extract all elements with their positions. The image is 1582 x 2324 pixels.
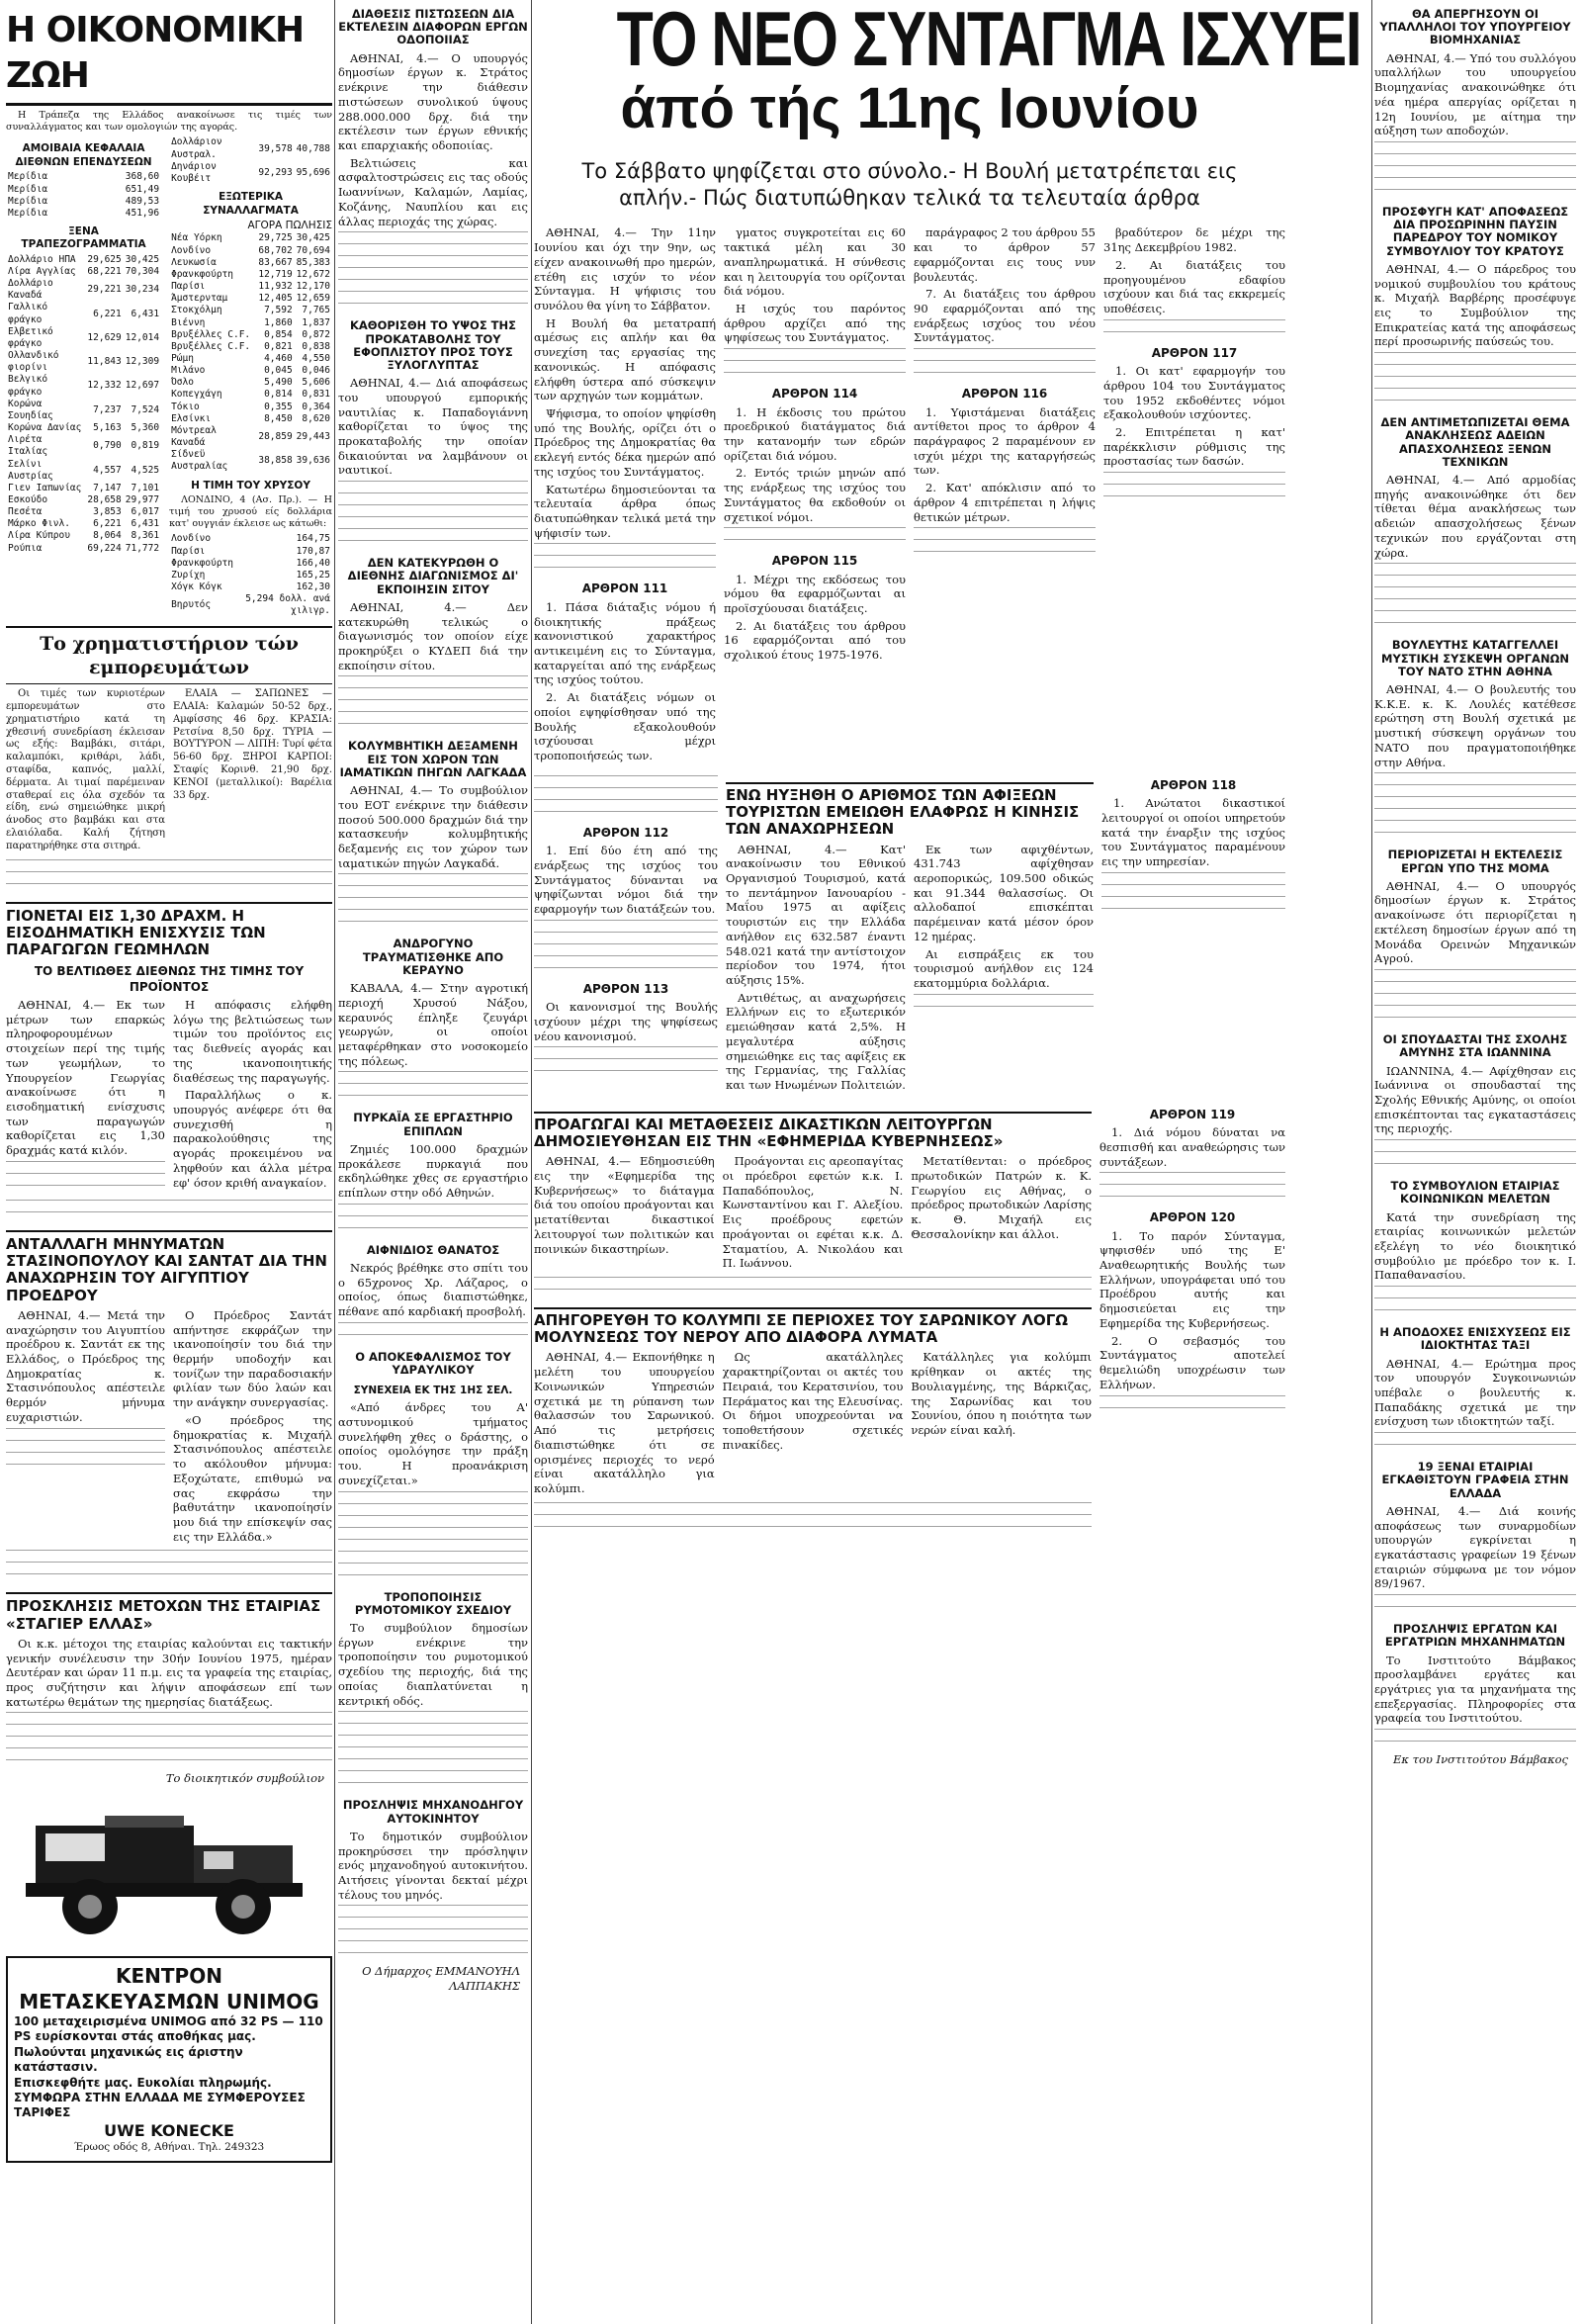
article-number: ΑΡΘΡΟΝ 119	[1149, 1107, 1236, 1121]
short-news-column	[338, 0, 528, 1994]
article-number: ΑΡΘΡΟΝ 112	[582, 825, 669, 840]
article-number: ΑΡΘΡΟΝ 118	[1150, 777, 1237, 792]
main-lead: Το Σάββατο ψηφίζεται στο σύνολο.- Η Βουλή μετατρέπεται εις απλήν.- Πώς διατυπώθηκαν τελικά τα τελευταία άρθρα	[581, 158, 1238, 211]
main-paragraph: 1. Οι κατ' εφαρμογήν του άρθρου 104 του Συντάγματος του 1952 εκδοθέντες νόμοι εξακολουθούν ισχύοντες.	[1103, 364, 1285, 422]
article-number: ΑΡΘΡΟΝ 111	[581, 581, 668, 596]
messages-headline: ΑΝΤΑΛΛΑΓΗ ΜΗΝΥΜΑΤΩΝ ΣΤΑΣΙΝΟΠΟΥΛΟΥ ΚΑΙ ΣΑΝΤΑΤ ΔΙΑ ΤΗΝ ΑΝΑΧΩΡΗΣΙΝ ΤΟΥ ΑΙΓΥΠΤΙΟΥ ΠΡΟΕΔΡΟΥ	[6, 1230, 332, 1304]
table-row: Τόκιο 0,355 0,364	[171, 401, 330, 412]
article-heading: ΤΟ ΣΥΜΒΟΥΛΙΟΝ ΕΤΑΙΡΙΑΣ ΚΟΙΝΩΝΙΚΩΝ ΜΕΛΕΤΩΝ	[1390, 1179, 1560, 1207]
main-paragraph: 2. Εντός τριών μηνών από της ενάρξεως της ισχύος του Συντάγματος θα εκδοθούν οι σχετικοί νόμοι.	[724, 466, 906, 524]
unimog-truck-image	[6, 1796, 322, 1944]
article-heading: ΟΙ ΣΠΟΥΔΑΣΤΑΙ ΤΗΣ ΣΧΟΛΗΣ ΑΜΥΝΗΣ ΣΤΑ ΙΩΑΝΝΙΝΑ	[1382, 1032, 1568, 1060]
table-row: Λίρα Κύπρου 8,064 8,361	[8, 530, 160, 542]
tourists-paragraph: ΑΘΗΝΑΙ, 4.— Κατ' ανακοίνωσιν του Εθνικού Οργανισμού Τουρισμού, κατά το πεντάμηνον Ιανουαρίου - Μαΐου 1975 αι αφίξεις τουριστών εις την Ελλάδα ανήλθον εις 632.587 έναντι 548.021 κατά την αντίστοιχον περίοδον του 1974, ήτοι αύξησις 15%.	[726, 842, 906, 987]
income-headline: ΓΙΟΝΕΤΑΙ ΕΙΣ 1,30 ΔΡΑΧΜ. Η ΕΙΣΟΔΗΜΑΤΙΚΗ ΕΝΙΣΧΥΣΙΣ ΤΩΝ ΠΑΡΑΓΩΓΩΝ ΓΕΩΜΗΛΩΝ	[6, 902, 332, 959]
advert-title: ΚΕΝΤΡΟΝ ΜΕΤΑΣΚΕΥΑΣΜΩΝ UNIMOG	[19, 1963, 319, 2013]
advert-line: Πωλούνται μηχανικώς εις άριστην κατάστασιν.	[14, 2044, 243, 2075]
article-number: ΑΡΘΡΟΝ 116	[961, 387, 1048, 402]
article-paragraph: ΑΘΗΝΑΙ, 4.— Υπό του συλλόγου υπαλλήλων του υπουργείου Βιομηχανίας ανακοινώθηκε ότι νέα ημέρα απεργίας ορίζεται η 12η Ιουνίου, με αίτημα την αύξηση των αποδοχών.	[1374, 50, 1576, 138]
table-row: Σελίνι Αυστρίας 4,557 4,525	[8, 458, 160, 482]
article-heading: ΚΟΛΥΜΒΗΤΙΚΗ ΔΕΞΑΜΕΝΗ ΕΙΣ ΤΟΝ ΧΩΡΟΝ ΤΩΝ ΙΑΜΑΤΙΚΩΝ ΠΗΓΩΝ ΛΑΓΚΑΔΑ	[339, 739, 527, 779]
table-row: Φρανκφούρτη 12,719 12,672	[171, 268, 330, 280]
article-heading: Η ΑΠΟΔΟΧΕΣ ΕΝΙΣΧΥΣΕΩΣ ΕΙΣ ΙΔΙΟΚΤΗΤΑΣ ΤΑΞΙ	[1379, 1325, 1571, 1353]
tourists-paragraph: Εκ των αφιχθέντων, 431.743 αφίχθησαν αεροπορικώς, 109.500 οδικώς και 91.344 θαλασσίως. Οι αλλοδαποί επισκέπται παρέμειναν κατά μέσον όρον 12 ημέρας.	[914, 842, 1094, 943]
main-paragraph: Κατωτέρω δημοσιεύονται τα τελευταία άρθρα όπως διατυπώθηκαν τελικά μετά την ψήφισίν των.	[534, 482, 716, 540]
article-signature: Ο Δήμαρχος ΕΜΜΑΝΟΥΗΛ ΛΑΠΠΑΚΗΣ	[362, 1964, 520, 1994]
article-heading: ΠΥΡΚΑΪΑ ΣΕ ΕΡΓΑΣΤΗΡΙΟ ΕΠΙΠΛΩΝ	[353, 1111, 513, 1138]
table-row: Ελβετικό φράγκο 12,629 12,014	[8, 325, 160, 349]
bank-notes-table	[6, 254, 161, 555]
commodities-heading: Το χρηματιστήριον τών εμπορευμάτων	[6, 626, 332, 685]
main-paragraph: 1. Η έκδοσις του πρώτου προεδρικού διατάγματος διά την κατανομήν των εδρών ορίζεται διά νόμου.	[724, 404, 906, 463]
table-row: Άμστερνταμ 12,405 12,659	[171, 293, 330, 305]
article-paragraph: ΑΘΗΝΑΙ, 4.— Ερώτημα προς τον υπουργόν Συγκοινωνιών υπέβαλε ο βουλευτής κ. Παπαδάκης σχετικά με την ενίσχυση των ιδιοκτητών ταξί.	[1374, 1356, 1576, 1429]
article-signature: Εκ του Ινστιτούτου Βάμβακος	[1393, 1752, 1568, 1767]
article-paragraph: ΙΩΑΝΝΙΝΑ, 4.— Αφίχθησαν εις Ιωάννινα οι σπουδασταί της Σχολής Εθνικής Αμύνης, οι οποίοι επισκέπτονται τας εγκαταστάσεις της περιοχής.	[1374, 1063, 1576, 1136]
shareholders-signature: Το διοικητικόν συμβούλιον	[165, 1771, 324, 1786]
table-row: Γαλλικό φράγκο 6,221 6,431	[8, 302, 160, 325]
article-number: ΑΡΘΡΟΝ 115	[771, 554, 858, 569]
fx-subheading: ΑΓΟΡΑ ΠΩΛΗΣΙΣ	[247, 219, 332, 231]
article-heading: Ο ΑΠΟΚΕΦΑΛΙΣΜΟΣ ΤΟΥ ΥΔΡΑΥΛΙΚΟΥ	[355, 1349, 511, 1377]
article-paragraph: Νεκρός βρέθηκε στο σπίτι του ο 65χρονος Χρ. Λάζαρος, ο οποίος, όπως διαπιστώθηκε, πέθανε από καρδιακή προσβολή.	[338, 1260, 528, 1319]
table-row: Ρώμη 4,460 4,550	[171, 352, 330, 364]
main-paragraph: 1. Υφιστάμεναι διατάξεις αντίθετοι προς το άρθρον 4 παράγραφος 2 παραμένουν εν ισχύι μέχρι της καταργήσεώς των.	[914, 404, 1096, 478]
main-paragraph: γματος συγκροτείται εις 60 τακτικά μέλη και 30 αναπληρωματικά. Η σύνθεσις και η λειτουργία του ορίζονται διά νόμου.	[724, 225, 906, 299]
article-heading: ΑΝΔΡΟΓΥΝΟ ΤΡΑΥΜΑΤΙΣΘΗΚΕ ΑΠΟ ΚΕΡΑΥΝΟ	[362, 937, 504, 977]
main-paragraph: 2. Ο σεβασμός του Συντάγματος αποτελεί θεμελιώδη υποχρέωσιν των Ελλήνων.	[1099, 1333, 1285, 1391]
article-heading: 19 ΞΕΝΑΙ ΕΤΑΙΡΙΑΙ ΕΓΚΑΘΙΣΤΟΥΝ ΓΡΑΦΕΙΑ ΣΤΗΝ ΕΛΛΑΔΑ	[1381, 1460, 1569, 1500]
main-paragraph: 1. Το παρόν Σύνταγμα, ψηφισθέν υπό της Ε' Αναθεωρητικής Βουλής των Ελλήνων, υπογράφεται υπό του Προέδρου αυτής και δημοσιεύεται εις την Εφημερίδα της Κυβερνήσεως.	[1099, 1228, 1285, 1330]
shareholders-paragraph: Οι κ.κ. μέτοχοι της εταιρίας καλούνται εις τακτικήν γενικήν συνέλευσιν την 30ήν Ιουνίου 1975, ημέραν Δευτέραν και ώραν 11 π.μ. εις τα γραφεία της εταιρίας, προς συζήτησιν και λήψιν αποφάσεων επί των κατωτέρω θεμάτων της ημερησίας διατάξεως.	[6, 1636, 332, 1709]
article-paragraph: Κατά την συνεδρίαση της εταιρίας κοινωνικών μελετών εξελέγη το νέο διοικητικό συμβούλιο με πρόεδρο τον κ. Ι. Παπαθανασίου.	[1374, 1209, 1576, 1283]
tourists-headline: ΕΝΩ ΗΥΞΗΘΗ Ο ΑΡΙΘΜΟΣ ΤΩΝ ΑΦΙΞΕΩΝ ΤΟΥΡΙΣΤΩΝ ΕΜΕΙΩΘΗ ΕΛΑΦΡΩΣ Η ΚΙΝΗΣΙΣ ΤΩΝ ΑΝΑΧΩΡΗΣΕΩΝ	[726, 782, 1094, 839]
article-paragraph: Το συμβούλιον δημοσίων έργων ενέκρινε την τροποποίησιν του ρυμοτομικού σχεδίου της περιοχής, διά της οποίας διαπλατύνεται η κεντρική οδός.	[338, 1621, 528, 1708]
messages-paragraph: «Ο πρόεδρος της δημοκρατίας κ. Μιχαήλ Στασινόπουλος απέστειλε το ακόλουθον μήνυμα: Εξοχώτατε, επιθυμώ να σας εκφράσω την βαθυτάτην ικανοποίησίν μου διά την επίσκεψίν σας εις την Ελλάδα.»	[173, 1412, 332, 1544]
messages-paragraph: Ο Πρόεδρος Σαντάτ απήντησε εκφράζων την ικανοποίησίν του διά την θερμήν υποδοχήν και τονίζων την παραδοσιακήν φιλίαν των δύο λαών και την ανάγκην συνεργασίας.	[173, 1307, 332, 1410]
gold-text: ΛΟΝΔΙΝΟ, 4 (Ασ. Πρ.). — Η τιμή του χρυσού είς δολλάρια κατ' ουγγιάν έκλεισε ως κάτωθι:	[169, 493, 332, 530]
article-heading: ΚΑΘΟΡΙΣΘΗ ΤΟ ΥΨΟΣ ΤΗΣ ΠΡΟΚΑΤΑΒΟΛΗΣ ΤΟΥ ΕΦΟΠΛΙΣΤΟΥ ΠΡΟΣ ΤΟΥΣ ΞΥΛΟΓΛΥΠΤΑΣ	[349, 318, 516, 372]
article-number: ΑΡΘΡΟΝ 113	[582, 981, 669, 996]
main-paragraph: παράγραφος 2 του άρθρου 55 και το άρθρον 57 εφαρμόζονται εις τους νυν βουλευτάς.	[914, 225, 1096, 284]
advert-line: Επισκεφθήτε μας. Ευκολίαι πληρωμής.	[14, 2075, 272, 2090]
main-paragraph: βραδύτερον δε μέχρι της 31ης Δεκεμβρίου 1982.	[1103, 225, 1285, 255]
finance-column	[6, 0, 332, 2163]
table-row: Μερίδια 489,53	[8, 195, 160, 207]
table-row: Λονδίνο 68,702 70,694	[171, 244, 330, 256]
article-subheading: ΣΥΝΕΧΕΙΑ ΕΚ ΤΗΣ 1ΗΣ ΣΕΛ.	[353, 1385, 513, 1397]
main-paragraph: 2. Κατ' απόκλισιν από το άρθρον 4 επιτρέπεται η λήψις θετικών μέτρων.	[914, 481, 1096, 524]
finance-intro: Η Τράπεζα της Ελλάδος ανακοίνωσε τις τιμές των συναλλάγματος και των ομολογιών της αγοράς.	[6, 110, 332, 134]
article-paragraph: ΑΘΗΝΑΙ, 4.— Διά αποφάσεως του υπουργού εμπορικής ναυτιλίας κ. Παπαδογιάννη καθορίζεται το ύψος της προκαταβολής την οποίαν δικαιούνται να λαμβάνουν οι ναυτικοί.	[338, 376, 528, 478]
main-paragraph: 1. Επί δύο έτη από της ενάρξεως της ισχύος του Συντάγματος δύνανται να ψηφίζωνται νόμοι διά την εφαρμογήν των διατάξεών του.	[534, 844, 718, 916]
table-row: Μερίδια 451,96	[8, 207, 160, 219]
table-row: Δολλάριον Αυστραλ. 39,578 40,788	[171, 136, 330, 160]
main-paragraph: Η ισχύς του παρόντος άρθρου αρχίζει από της ψηφίσεως του Συντάγματος.	[724, 301, 906, 345]
table-row: Παρίσι 11,932 12,170	[171, 281, 330, 293]
article-paragraph: Βελτιώσεις και ασφαλτοστρώσεις εις τας οδούς Ιωαννίνων, Καλαμών, Λαμίας, Κοζάνης, Ναυπλίου και εις άλλας περιοχάς της χώρας.	[338, 155, 528, 228]
table-row: Ζυρίχη 165,25	[171, 569, 330, 581]
table-row: Λίρα Αγγλίας 68,221 70,304	[8, 266, 160, 277]
main-paragraph: 1. Διά νόμου δύναται να θεσπισθή και αναθεώρησις των συντάξεων.	[1099, 1125, 1285, 1169]
income-subheadline: ΤΟ ΒΕΛΤΙΩΘΕΣ ΔΙΕΘΝΩΣ ΤΗΣ ΤΙΜΗΣ ΤΟΥ ΠΡΟΪΟΝΤΟΣ	[34, 964, 305, 994]
table-row: Βιέννη 1,860 1,837	[171, 316, 330, 328]
article-heading: ΔΕΝ ΑΝΤΙΜΕΤΩΠΙΖΕΤΑΙ ΘΕΜΑ ΑΝΑΚΛΗΣΕΩΣ ΑΔΕΙΩΝ ΑΠΑΣΧΟΛΗΣΕΩΣ ΞΕΝΩΝ ΤΕΧΝΙΚΩΝ	[1380, 415, 1570, 469]
main-subheadline: άπό τής 11ης Ιουνίου	[620, 76, 1199, 140]
table-row: Λιρέτα Ιταλίας 0,790 0,819	[8, 434, 160, 458]
table-row: Χόγκ Κόγκ 162,30	[171, 581, 330, 593]
advert-company: UWE KONECKE	[104, 2120, 234, 2140]
amoib-table	[6, 171, 161, 220]
main-paragraph: 2. Αι διατάξεις νόμων οι οποίοι εψηφίσθησαν υπό της Βουλής εξακολουθούν ισχύουσαι μέχρι τροποποιήσεώς των.	[534, 690, 716, 763]
table-row: Ολλανδικό φιορίνι 11,843 12,309	[8, 350, 160, 374]
table-row: Λονδίνο 164,75	[171, 533, 330, 545]
table-row: Γιεν Ιαπωνίας 7,147 7,101	[8, 482, 160, 493]
table-row: Βηρυτός 5,294 δολλ. ανά χιλιγρ.	[171, 593, 330, 617]
article-paragraph: Το Ινστιτούτο Βάμβακος προσλαμβάνει εργάτες και εργάτριες για τα μηχανήματα της επεξεργασίας. Πληροφορίες στα γραφεία του Ινστιτούτου.	[1374, 1653, 1576, 1726]
main-paragraph: 1. Ανώτατοι δικαστικοί λειτουργοί οι οποίοι υπηρετούν κατά την έναρξιν της ισχύος του Συντάγματος παραμένουν εις την υπηρεσίαν.	[1101, 796, 1285, 868]
tourists-paragraph: Αι εισπράξεις εκ του τουρισμού ανήλθον εις 124 εκατομμύρια δολλάρια.	[914, 946, 1094, 990]
table-row: Μόντρεαλ Καναδά 28,859 29,443	[171, 424, 330, 449]
main-paragraph: 1. Πάσα διάταξις νόμου ή διοικητικής πράξεως κανονιστικού χαρακτήρος αντικειμένη εις το Σύνταγμα, καταργείται από της ενάρξεως της ισχύος τούτου.	[534, 599, 716, 687]
advert-address: Έρωος οδός 8, Αθήναι. Τηλ. 249323	[73, 2141, 265, 2154]
judicial-paragraph: Προάγονται εις αρεοπαγίτας οι πρόεδροι εφετών κ.κ. Ι. Παπαδόπουλος, Ν. Κωνσταντίνου και Γ. Αλεξίου. Εις προέδρους εφετών προάγονται οι εφέται κ.κ. Δ. Σταματίου, Α. Νικολάου και Π. Ιωάννου.	[722, 1154, 904, 1271]
table-row: Ελσίνκι 8,450 8,620	[171, 412, 330, 424]
article-heading: ΔΕΝ ΚΑΤΕΚΥΡΩΘΗ Ο ΔΙΕΘΝΗΣ ΔΙΑΓΩΝΙΣΜΟΣ ΔΙ' ΕΚΠΟΙΗΣΙΝ ΣΙΤΟΥ	[347, 556, 519, 596]
bank-heading: ΞΕΝΑ ΤΡΑΠΕΖΟΓΡΑΜΜΑΤΙΑ	[21, 224, 146, 251]
judicial-headline: ΠΡΟΑΓΩΓΑΙ ΚΑΙ ΜΕΤΑΘΕΣΕΙΣ ΔΙΚΑΣΤΙΚΩΝ ΛΕΙΤΟΥΡΓΩΝ ΔΗΜΟΣΙΕΥΘΗΣΑΝ ΕΙΣ ΤΗΝ «ΕΦΗΜΕΡΙΔΑ ΚΥΒΕΡΝΗΣΕΩΣ»	[534, 1112, 1092, 1151]
article-paragraph: «Από άνδρες του Α' αστυνομικού τμήματος συνελήφθη χθες ο δράστης, ο οποίος ομολόγησε την πράξη του. Η προανάκριση συνεχίζεται.»	[338, 1400, 528, 1487]
main-paragraph: 2. Επιτρέπεται η κατ' παρέκκλισιν ρύθμισις της προστασίας των δασών.	[1103, 424, 1285, 469]
table-row: Στοκχόλμη 7,592 7,765	[171, 305, 330, 316]
table-row: Κοπεγχάγη 0,814 0,831	[171, 389, 330, 401]
gold-table	[169, 533, 332, 617]
advert-line: 100 μεταχειρισμένα UNIMOG από 32 PS — 110 PS ευρίσκονται στάς αποθήκας μας.	[14, 2014, 323, 2044]
article-paragraph: ΚΑΒΑΛΑ, 4.— Στην αγροτική περιοχή Χρυσού Νάξου, κεραυνός έπληξε ζευγάρι γεωργών, οι οποίοι μεταφέρθηκαν στο νοσοκομείο της πόλεως.	[338, 981, 528, 1068]
table-row: Όσλο 5,490 5,606	[171, 377, 330, 389]
article-heading: ΠΡΟΣΛΗΨΙΣ ΜΗΧΑΝΟΔΗΓΟΥ ΑΥΤΟΚΙΝΗΤΟΥ	[342, 1798, 524, 1826]
amoib-heading: ΑΜΟΙΒΑΙΑ ΚΕΦΑΛΑΙΑ ΔΙΕΘΝΩΝ ΕΠΕΝΔΥΣΕΩΝ	[15, 142, 152, 168]
judicial-paragraph: ΑΘΗΝΑΙ, 4.— Εδημοσιεύθη εις την «Εφημερίδα της Κυβερνήσεως» το διάταγμα διά του οποίου προάγονται και μετατίθενται δικαστικοί λειτουργοί των πολιτικών και ποινικών δικαστηρίων.	[534, 1154, 715, 1256]
article-paragraph: ΑΘΗΝΑΙ, 4.— Ο υπουργός δημοσίων έργων κ. Στράτος ενέκρινε την διάθεσιν πιστώσεων συνολικού ύψους 288.000.000 δρχ. διά την εκτέλεσιν των έργων εθνικής και επαρχιακής οδοποιίας.	[338, 50, 528, 152]
main-paragraph: 7. Αι διατάξεις του άρθρου 90 εφαρμόζονται από της ενάρξεως ισχύος του νέου Συντάγματος.	[914, 287, 1096, 345]
table-row: Βελγικό φράγκο 12,332 12,697	[8, 374, 160, 398]
table-row: Λευκωσία 83,667 85,383	[171, 256, 330, 268]
messages-paragraph: ΑΘΗΝΑΙ, 4.— Μετά την αναχώρησιν του Αιγυπτίου προέδρου κ. Σαντάτ εκ της Ελλάδος, ο Πρόεδρος της Δημοκρατίας κ. Στασινόπουλος απέστειλε θερμόν μήνυμα ευχαριστιών.	[6, 1307, 165, 1424]
article-number: ΑΡΘΡΟΝ 120	[1149, 1210, 1236, 1225]
table-row: Σίδνεϋ Αυστραλίας 38,858 39,636	[171, 449, 330, 473]
article-heading: ΠΡΟΣΛΗΨΙΣ ΕΡΓΑΤΩΝ ΚΑΙ ΕΡΓΑΤΡΙΩΝ ΜΗΧΑΝΗΜΑΤΩΝ	[1384, 1622, 1566, 1650]
main-headline: ΤΟ ΝΕΟ ΣΥΝΤΑΓΜΑ ΙΣΧΥΕΙ	[616, 0, 1362, 82]
doll-table	[169, 136, 332, 185]
main-paragraph: ΑΘΗΝΑΙ, 4.— Την 11ην Ιουνίου και όχι την 9ην, ως είχεν ανακοινωθή προ ημερών, ετέθη εις ισχύν το νέον Σύνταγμα. Η ψήφισις του συνόλου θα γίνη το Σάββατον.	[534, 225, 716, 313]
main-paragraph: 1. Μέχρι της εκδόσεως του νόμου θα εφαρμόζωνται αι προϊσχύουσαι διατάξεις.	[724, 572, 906, 616]
right-news-column	[1374, 0, 1576, 1767]
article-number: ΑΡΘΡΟΝ 117	[1151, 345, 1238, 360]
swimming-headline: ΑΠΗΓΟΡΕΥΘΗ ΤΟ ΚΟΛΥΜΠΙ ΣΕ ΠΕΡΙΟΧΕΣ ΤΟΥ ΣΑΡΩΝΙΚΟΥ ΛΟΓΩ ΜΟΛΥΝΣΕΩΣ ΤΟΥ ΝΕΡΟΥ ΑΠΟ ΔΙΑΦΟΡΑ ΛΥΜΑΤΑ	[534, 1307, 1092, 1347]
table-row: Μιλάνο 0,045 0,046	[171, 365, 330, 377]
article-heading: ΤΡΟΠΟΠΟΙΗΣΙΣ ΡΥΜΟΤΟΜΙΚΟΥ ΣΧΕΔΙΟΥ	[354, 1589, 512, 1617]
fx-heading: ΕΞΩΤΕΡΙΚΑ ΣΥΝΑΛΛΑΓΜΑΤΑ	[203, 191, 299, 217]
main-paragraph: 2. Αι διατάξεις του άρθρου 16 εφαρμόζονται από του σχολικού έτους 1975-1976.	[724, 618, 906, 663]
article-heading: ΒΟΥΛΕΥΤΗΣ ΚΑΤΑΓΓΕΛΛΕΙ ΜΥΣΤΙΚΗ ΣΥΣΚΕΨΗ ΟΡΓΑΝΩΝ ΤΟΥ ΝΑΤΟ ΣΤΗΝ ΑΘΗΝΑ	[1381, 638, 1569, 678]
table-row: Κορώνα Δανίας 5,163 5,360	[8, 422, 160, 434]
main-paragraph: Η Βουλή θα μετατραπή αμέσως εις απλήν και θα συνεχίση τας εργασίας της κανονικώς. Η απόφασις ελήφθη ύστερα από σύσκεψιν των αρχηγών των κομμάτων.	[534, 315, 716, 403]
table-row: Πεσέτα 3,853 6,017	[8, 506, 160, 518]
article-paragraph: ΑΘΗΝΑΙ, 4.— Ο υπουργός δημοσίων έργων κ. Στράτος ανακοίνωσε ότι περιορίζεται η εκτέλεση δημοσίων έργων από τη Μονάδα Ορεινών Μηχανικών Αγρού.	[1374, 878, 1576, 966]
commodities-text-2: ΕΛΑΙΑ — ΣΑΠΩΝΕΣ — ΕΛΑΙΑ: Καλαμών 50-52 δρχ., Αμφίσσης 46 δρχ. ΚΡΑΣΙΑ: Ρετσίνα 8,50 δρχ. ΤΥΡΙΑ — ΒΟΥΤΥΡΟΝ — ΛΙΠΗ: Τυρί φέτα 56-60 δρχ. ΞΗΡΟΙ ΚΑΡΠΟΙ: Σταφίς Κορινθ. 21,90 δρχ. ΚΕΝΟΙ (μεταλλικοί): Βαρέλια 33 δρχ.	[173, 688, 332, 801]
article-heading: ΔΙΑΘΕΣΙΣ ΠΙΣΤΩΣΕΩΝ ΔΙΑ ΕΚΤΕΛΕΣΙΝ ΔΙΑΦΟΡΩΝ ΕΡΓΩΝ ΟΔΟΠΟΙΙΑΣ	[338, 7, 528, 47]
income-paragraph: Παραλλήλως ο κ. υπουργός ανέφερε ότι θα συνεχισθή η παρακολούθησις της αγοράς προκειμένου να ληφθούν και άλλα μέτρα εφ' όσον κριθή αναγκαίον.	[173, 1088, 332, 1190]
table-row: Νέα Υόρκη 29,725 30,425	[171, 232, 330, 244]
main-paragraph: Ψήφισμα, το οποίον ψηφίσθη υπό της Βουλής, ορίζει ότι ο Πρόεδρος της Δημοκρατίας θα εκλεγή εντός δέκα ημερών από της ισχύος του Συντάγματος.	[534, 406, 716, 479]
table-row: Μερίδια 368,60	[8, 171, 160, 183]
article-paragraph: ΑΘΗΝΑΙ, 4.— Διά κοινής αποφάσεως των συναρμοδίων υπουργών εγκρίνεται η εγκατάστασις γραφείων 19 ξένων εταιριών σύμφωνα με τον νόμον 89/1967.	[1374, 1503, 1576, 1591]
article-paragraph: Ζημιές 100.000 δραχμών προκάλεσε πυρκαγιά που εκδηλώθηκε χθες σε εργαστήριο επίπλων στην οδό Αθηνών.	[338, 1141, 528, 1200]
main-paragraph: 2. Αι διατάξεις του προηγουμένου εδαφίου ισχύουν και διά τας εκκρεμείς υποθέσεις.	[1103, 257, 1285, 315]
table-row: Παρίσι 170,87	[171, 545, 330, 557]
article-heading: ΘΑ ΑΠΕΡΓΗΣΟΥΝ ΟΙ ΥΠΑΛΛΗΛΟΙ ΤΟΥ ΥΠΟΥΡΓΕΙΟΥ ΒΙΟΜΗΧΑΝΙΑΣ	[1379, 7, 1571, 47]
fx-table	[169, 232, 332, 473]
article-paragraph: ΑΘΗΝΑΙ, 4.— Από αρμοδίας πηγής ανακοινώθηκε ότι δεν τίθεται θέμα ανακλήσεως των αδειών απασχολήσεως ξένων τεχνικών που εργάζονται στη χώρα.	[1374, 473, 1576, 560]
table-row: Μάρκο Φινλ. 6,221 6,431	[8, 518, 160, 530]
article-number: ΑΡΘΡΟΝ 114	[771, 387, 858, 402]
article-heading: ΠΡΟΣΦΥΓΗ ΚΑΤ' ΑΠΟΦΑΣΕΩΣ ΔΙΑ ΠΡΟΣΩΡΙΝΗΝ ΠΑΥΣΙΝ ΠΑΡΕΔΡΟΥ ΤΟΥ ΝΟΜΙΚΟΥ ΣΥΜΒΟΥΛΙΟΥ ΤΟΥ ΚΡΑΤΟΥΣ	[1381, 204, 1569, 258]
judicial-paragraph: Μετατίθενται: ο πρόεδρος πρωτοδικών Πατρών κ. Κ. Γεωργίου εις Αθήνας, ο πρόεδρος πρωτοδικών Λαρίσης κ. Θ. Μιχαήλ εις Θεσσαλονίκην και άλλοι.	[911, 1154, 1093, 1241]
table-row: Βρυξέλλες C.F. 0,854 0,872	[171, 328, 330, 340]
swimming-paragraph: Ως ακατάλληλες χαρακτηρίζονται οι ακτές του Πειραιά, του Κερατσινίου, του Περάματος και της Ελευσίνας. Οι δήμοι υποχρεούνται να τοποθετήσουν σχετικές πινακίδες.	[722, 1350, 904, 1452]
main-story	[534, 0, 1362, 1538]
table-row: Φρανκφούρτη 166,40	[171, 557, 330, 569]
article-heading: ΑΙΦΝΙΔΙΟΣ ΘΑΝΑΤΟΣ	[366, 1242, 500, 1257]
income-paragraph: ΑΘΗΝΑΙ, 4.— Εκ των μέτρων των επαρκώς πληροφορουμένων στοιχείων περί της τιμής των γεωμήλων, το Υπουργείον Γεωργίας ανακοίνωσε ότι η εισοδηματική ενίσχυσις των παραγωγών καθορίζεται εις 1,30 δραχμάς κατά κιλόν.	[6, 997, 165, 1158]
table-row: Μερίδια 651,49	[8, 183, 160, 195]
table-row: Εσκούδο 28,658 29,977	[8, 493, 160, 505]
table-row: Δολλάριο ΗΠΑ 29,625 30,425	[8, 253, 160, 265]
advert-line: ΣΥΜΦΩΡΑ ΣΤΗΝ ΕΛΛΑΔΑ ΜΕ ΣΥΜΦΕΡΟΥΣΕΣ ΤΑΡΙΦΕΣ	[14, 2090, 306, 2120]
table-row: Δολλάριο Καναδά 29,221 30,234	[8, 278, 160, 302]
masthead-title: Η ΟΙΚΟΝΟΜΙΚΗ ΖΩΗ	[6, 0, 332, 106]
commodities-text: Οι τιμές των κυριοτέρων εμπορευμάτων στο χρηματιστήριο κατά τη χθεσινή συνεδρίαση έκλεισαν ως εξής: Βαμβάκι, σιτάρι, καλαμπόκι, κριθάρι, λάδι, σταφίδα, καπνός, μαλλί, δέρματα. Αι τιμαί παρέμειναν σταθεραί εις όλα σχεδόν τα είδη, ενώ σημειώθηκε μικρή άνοδος στο βαμβάκι και στα ελαιόλαδα. Καλή ζήτηση παρατηρήθηκε στα σιτηρά.	[6, 688, 165, 851]
main-paragraph: Οι κανονισμοί της Βουλής ισχύουν μέχρι της ψηφίσεως νέου κανονισμού.	[534, 1000, 718, 1043]
article-heading: ΠΕΡΙΟΡΙΖΕΤΑΙ Η ΕΚΤΕΛΕΣΙΣ ΕΡΓΩΝ ΥΠΟ ΤΗΣ ΜΟΜΑ	[1387, 848, 1563, 875]
article-paragraph: ΑΘΗΝΑΙ, 4.— Ο πάρεδρος του νομικού συμβουλίου του κράτους κ. Μιχαήλ Βαρβέρης προσέφυγε εις το Συμβούλιον της Επικρατείας κατά της αποφάσεως περί προσωρινής παύσεώς του.	[1374, 261, 1576, 349]
income-paragraph: Η απόφασις ελήφθη λόγω της βελτιώσεως των τιμών του προϊόντος εις τας διεθνείς αγοράς και της ικανοποιητικής διαθέσεως της παραγωγής.	[173, 997, 332, 1085]
table-row: Βρυξέλλες C.F. 0,821 0,838	[171, 340, 330, 352]
table-row: Ρούπια 69,224 71,772	[8, 542, 160, 554]
table-row: Κορώνα Σουηδίας 7,237 7,524	[8, 398, 160, 421]
tourists-paragraph: Αντιθέτως, αι αναχωρήσεις Ελλήνων εις το εξωτερικόν εμειώθησαν κατά 2,5%. Η μεγαλυτέρα αύξησις σημειώθηκε εις τας αφίξεις εκ της Γερμανίας, της Γαλλίας και των Ηνωμένων Πολιτειών.	[726, 990, 906, 1092]
shareholders-headline: ΠΡΟΣΚΛΗΣΙΣ ΜΕΤΟΧΩΝ ΤΗΣ ΕΤΑΙΡΙΑΣ «ΣΤΑΓΙΕΡ ΕΛΛΑΣ»	[6, 1592, 332, 1633]
swimming-paragraph: ΑΘΗΝΑΙ, 4.— Εκπονήθηκε η μελέτη του υπουργείου Κοινωνικών Υπηρεσιών σχετικά με τη ρύπανση των θαλασσών του Σαρωνικού. Από τις μετρήσεις διαπιστώθηκε ότι σε ορισμένες περιοχές το νερό είναι ακατάλληλο για κολύμπι.	[534, 1350, 715, 1495]
table-row: Δηνάριον Κουβέιτ 92,293 95,696	[171, 160, 330, 184]
article-paragraph: ΑΘΗΝΑΙ, 4.— Ο βουλευτής του Κ.Κ.Ε. κ. Κ. Λουλές κατέθεσε ερώτηση στη Βουλή σχετικά με μυστική σύσκεψη οργάνων του ΝΑΤΟ που πραγματοποιήθηκε στην Αθήνα.	[1374, 682, 1576, 769]
article-paragraph: ΑΘΗΝΑΙ, 4.— Δεν κατεκυρώθη τελικώς ο διαγωνισμός τον οποίον είχε προκηρύξει ο ΚΥΔΕΠ διά την εκποίησιν σίτου.	[338, 599, 528, 672]
swimming-paragraph: Κατάλληλες για κολύμπι κρίθηκαν οι ακτές της Βουλιαγμένης, της Βάρκιζας, της Σαρωνίδας και του Σουνίου, όπου η ποιότητα των νερών είναι καλή.	[911, 1350, 1093, 1438]
gold-heading: Η ΤΙΜΗ ΤΟΥ ΧΡΥΣΟΥ	[191, 479, 310, 492]
unimog-advert	[6, 1956, 332, 2163]
article-paragraph: Το δημοτικόν συμβούλιον προκηρύσσει την πρόσληψιν ενός μηχανοδηγού αυτοκινήτου. Αιτήσεις γίνονται δεκταί μέχρι τέλους του μηνός.	[338, 1829, 528, 1902]
article-paragraph: ΑΘΗΝΑΙ, 4.— Το συμβούλιον του ΕΟΤ ενέκρινε την διάθεσιν ποσού 500.000 δραχμών διά την κατασκευήν κολυμβητικής δεξαμενής εις τον χώρον των ιαματικών πηγών Λαγκαδά.	[338, 783, 528, 870]
